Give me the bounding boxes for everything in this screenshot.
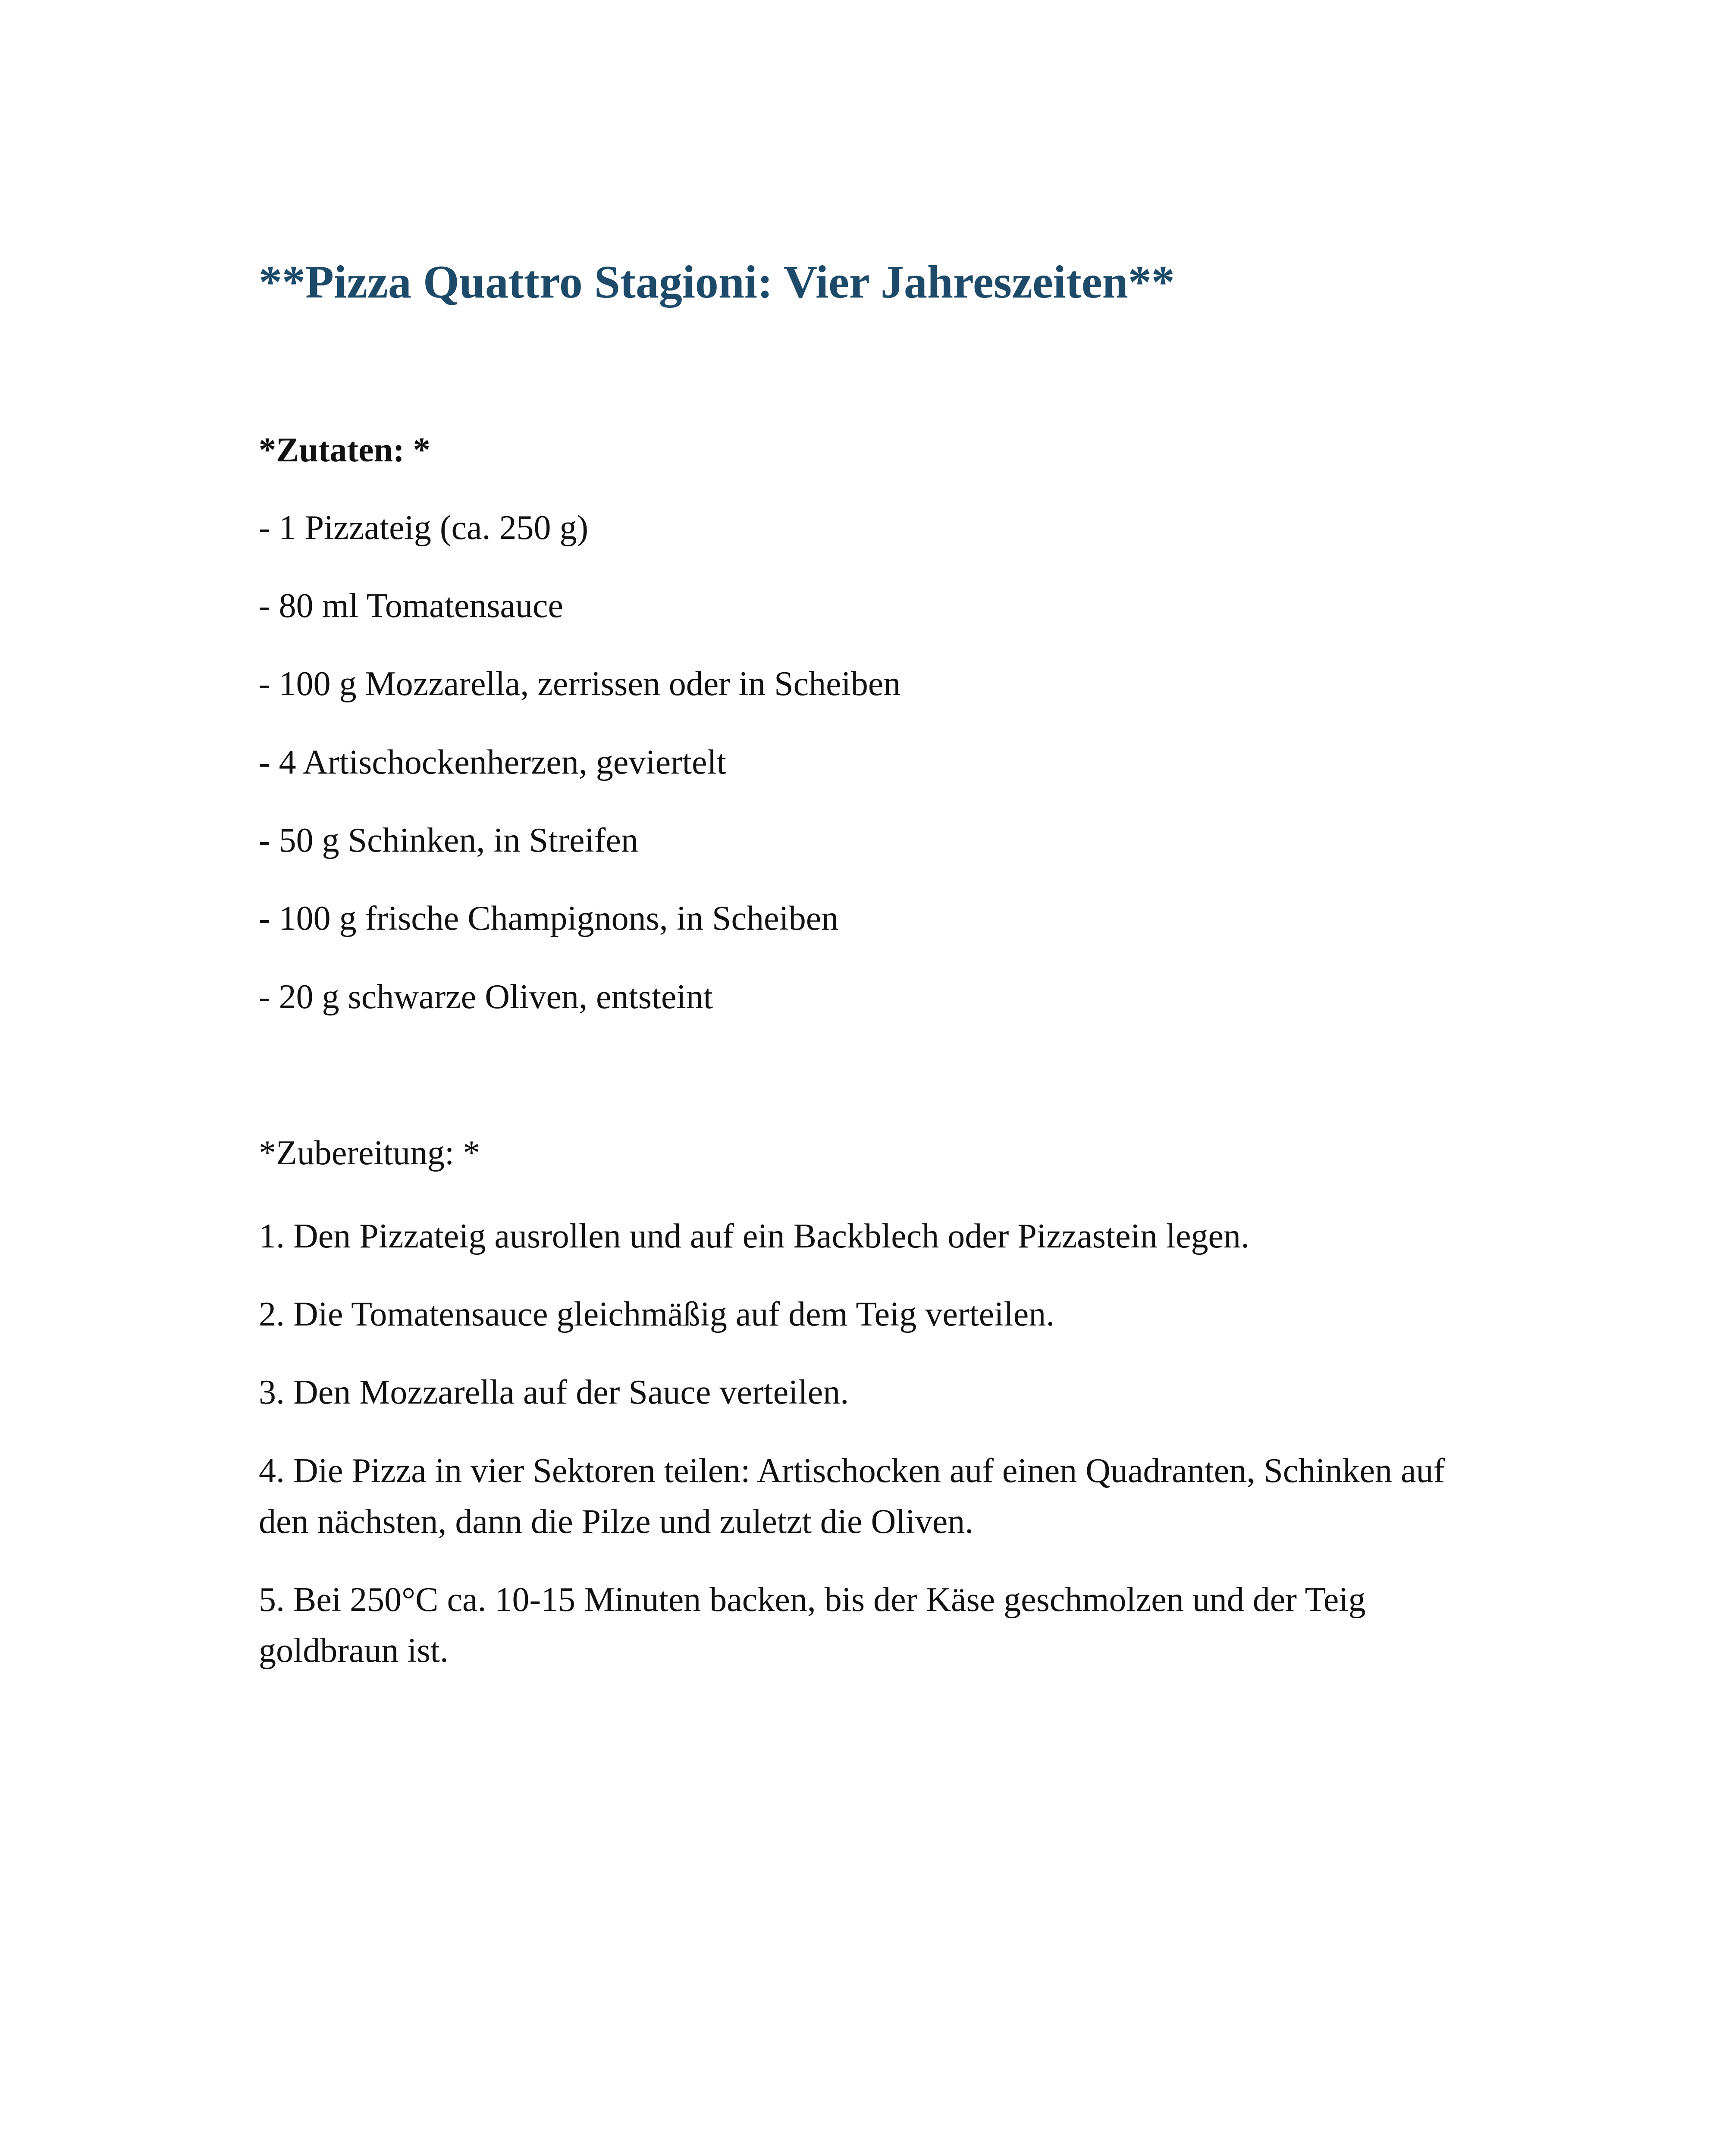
preparation-step: 5. Bei 250°C ca. 10-15 Minuten backen, bis der Käse geschmolzen und der Teig goldbraun ist. — [259, 1581, 1366, 1670]
ingredients-heading: *Zutaten: * — [259, 431, 430, 469]
ingredient-item: - 20 g schwarze Oliven, entsteint — [259, 978, 713, 1016]
ingredient-item: - 100 g Mozzarella, zerrissen oder in Scheiben — [259, 665, 901, 703]
preparation-step: 4. Die Pizza in vier Sektoren teilen: Artischocken auf einen Quadranten, Schinken auf den nächsten, dann die Pilze und zuletzt die Oliven. — [259, 1452, 1445, 1541]
ingredient-item: - 50 g Schinken, in Streifen — [259, 821, 638, 859]
preparation-step: 1. Den Pizzateig ausrollen und auf ein Backblech oder Pizzastein legen. — [259, 1217, 1249, 1255]
preparation-step: 3. Den Mozzarella auf der Sauce verteilen. — [259, 1373, 849, 1411]
ingredient-item: - 4 Artischockenherzen, geviertelt — [259, 743, 726, 781]
ingredient-item: - 1 Pizzateig (ca. 250 g) — [259, 509, 589, 547]
ingredient-item: - 80 ml Tomatensauce — [259, 587, 564, 625]
recipe-title: **Pizza Quattro Stagioni: Vier Jahreszeiten** — [259, 257, 1175, 308]
preparation-step: 2. Die Tomatensauce gleichmäßig auf dem Teig verteilen. — [259, 1295, 1055, 1333]
preparation-heading: *Zubereitung: * — [259, 1134, 480, 1172]
ingredient-item: - 100 g frische Champignons, in Scheiben — [259, 899, 839, 937]
